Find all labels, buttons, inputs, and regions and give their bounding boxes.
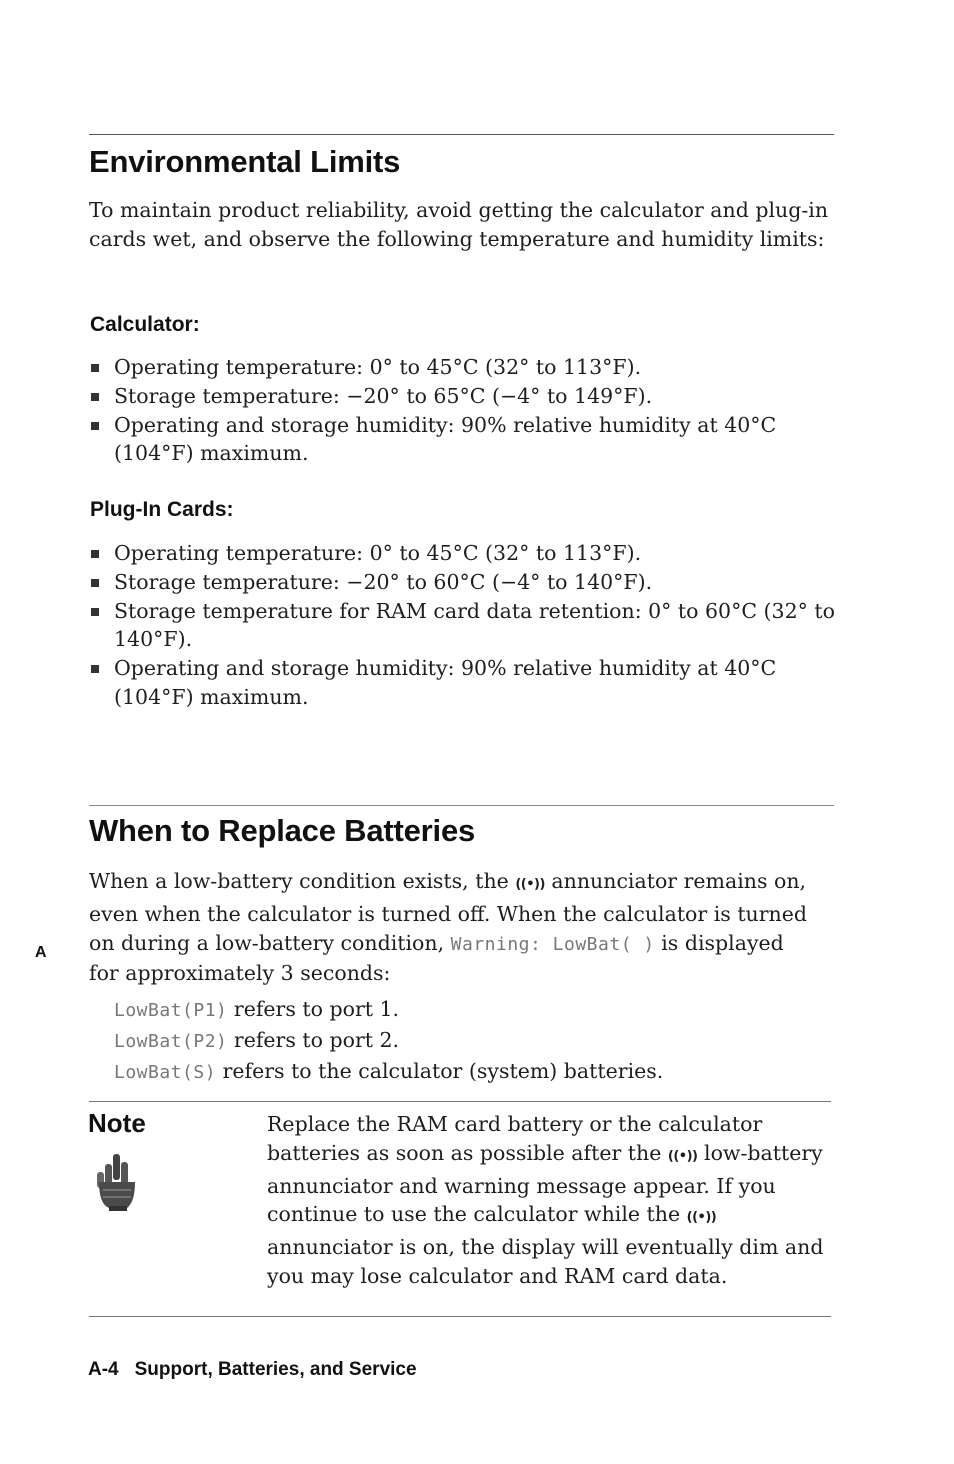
list-item: Storage temperature: −20° to 65°C (−4° to 149°F).: [89, 382, 839, 411]
batteries-title: When to Replace Batteries: [89, 813, 476, 848]
bullet-icon: [91, 579, 99, 587]
low-battery-annunciator-icon: ((•)): [686, 1210, 717, 1226]
list-item: Operating and storage humidity: 90% relative humidity at 40°C (104°F) maximum.: [89, 654, 804, 712]
top-rule: [89, 134, 834, 135]
bullet-icon: [91, 608, 99, 616]
list-item: Storage temperature: −20° to 60°C (−4° to 140°F).: [89, 568, 839, 597]
lcd-warning-message: Warning: LowBat( ): [450, 933, 655, 955]
cards-heading: Plug-In Cards:: [90, 498, 234, 521]
list-item: Operating temperature: 0° to 45°C (32° to 113°F).: [89, 353, 839, 382]
bullet-icon: [91, 364, 99, 372]
appendix-tab-letter: A: [35, 944, 47, 961]
note-top-rule: [89, 1101, 831, 1102]
lcd-code: LowBat(P1): [114, 1000, 228, 1021]
lcd-code: LowBat(S): [114, 1061, 217, 1083]
cards-limits-list: [89, 539, 839, 712]
page-number: A-4: [88, 1359, 119, 1380]
calculator-heading: Calculator:: [90, 313, 200, 336]
bullet-icon: [91, 665, 99, 673]
list-item: LowBat(P1) refers to port 1.: [114, 997, 400, 1021]
lowbat-reference-list: [114, 995, 814, 1087]
page-footer: [88, 1359, 417, 1381]
list-item: Storage temperature for RAM card data retention: 0° to 60°C (32° to 140°F).: [89, 597, 844, 655]
list-item: LowBat(P2) refers to port 2.: [114, 1027, 400, 1052]
calculator-limits-list: [89, 353, 839, 468]
section-rule: [89, 805, 834, 806]
note-bottom-rule: [89, 1316, 831, 1317]
env-title: Environmental Limits: [89, 144, 401, 179]
env-intro: To maintain product reliability, avoid getting the calculator and plug-in cards wet, and observe the following temperature and humidity limits:: [89, 198, 829, 251]
note-label: Note: [88, 1108, 146, 1138]
list-item: LowBat(S) refers to the calculator (system) batteries.: [114, 1058, 664, 1083]
note-text: Replace the RAM card battery or the calculator batteries as soon as possible after the ((•)) low-battery annunciator and warning message appear. If you continue to use the calculator while the ((•)) annunciator is on, the display will eventually dim and you may lose calculator and RAM card data.: [267, 1112, 824, 1288]
bullet-icon: [91, 393, 99, 401]
bullet-icon: [91, 550, 99, 558]
list-item: Operating temperature: 0° to 45°C (32° to 113°F).: [89, 539, 839, 568]
low-battery-annunciator-icon: ((•)): [667, 1148, 698, 1164]
list-item: Operating and storage humidity: 90% relative humidity at 40°C (104°F) maximum.: [89, 411, 804, 469]
lcd-code: LowBat(P2): [114, 1030, 228, 1052]
batteries-intro: When a low-battery condition exists, the ((•)) annunciator remains on, even when the calculator is turned off. When the calculator is turned on during a low-battery condition, Warning: LowBat( ) is displayed for approximately 3 seconds:: [89, 869, 808, 986]
footer-section-title: Support, Batteries, and Service: [134, 1359, 417, 1380]
hand-pointing-icon: [93, 1152, 139, 1212]
low-battery-annunciator-icon: ((•)): [515, 877, 545, 892]
bullet-icon: [91, 422, 99, 430]
